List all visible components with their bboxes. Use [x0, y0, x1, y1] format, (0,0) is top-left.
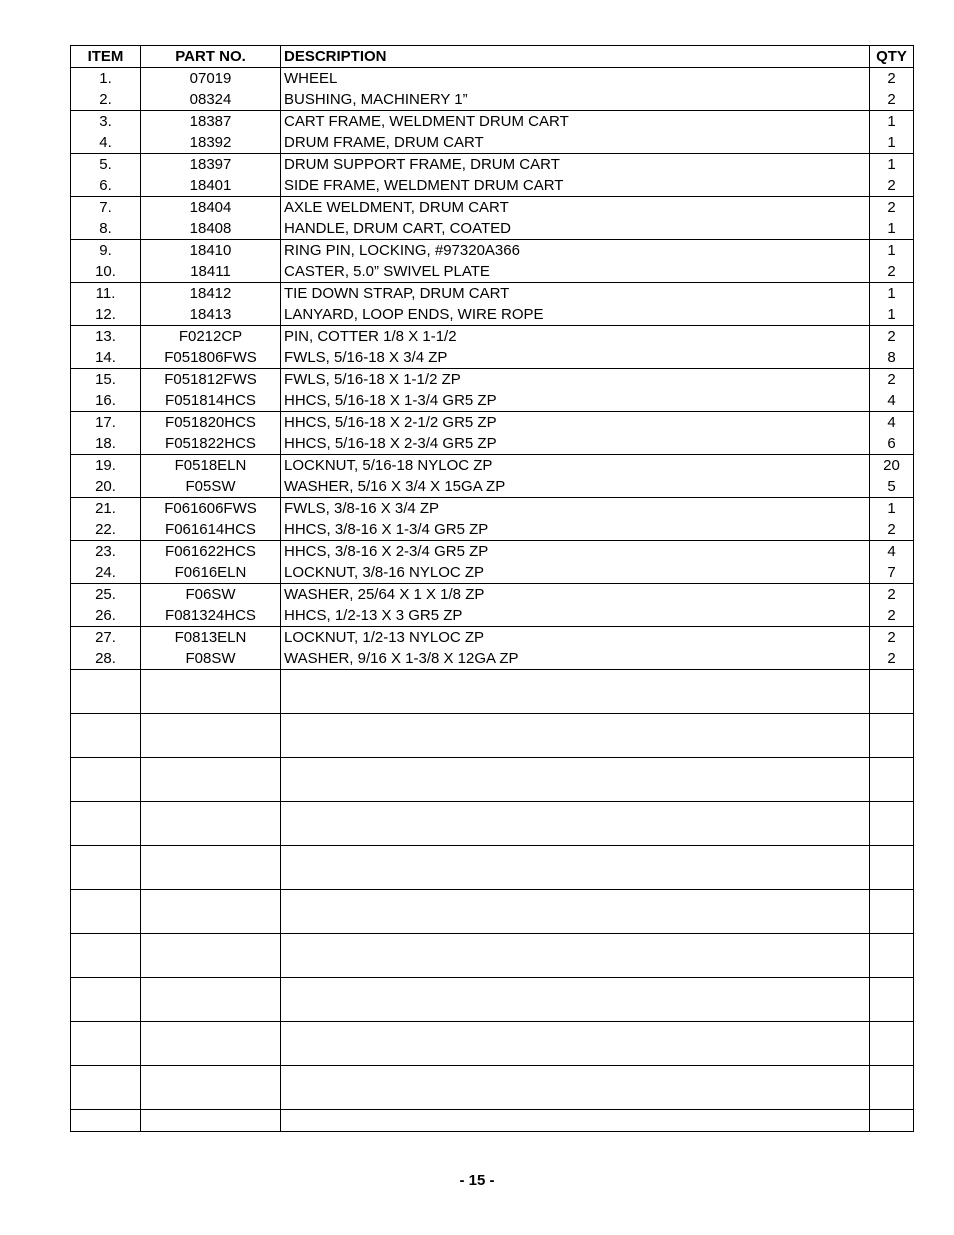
table-row	[71, 605, 914, 627]
empty-cell	[281, 978, 870, 1022]
cell-qty: 2	[870, 175, 914, 197]
cell-item: 19.	[71, 455, 141, 477]
cell-item: 5.	[71, 154, 141, 176]
cell-part-no: 18387	[141, 111, 281, 133]
empty-cell	[141, 714, 281, 758]
empty-cell	[281, 1066, 870, 1110]
cell-description: HHCS, 3/8-16 X 2-3/4 GR5 ZP	[281, 541, 870, 563]
empty-cell	[870, 1022, 914, 1066]
cell-part-no: F051814HCS	[141, 390, 281, 412]
cell-description: HANDLE, DRUM CART, COATED	[281, 218, 870, 240]
table-row	[71, 562, 914, 584]
cell-description: DRUM SUPPORT FRAME, DRUM CART	[281, 154, 870, 176]
cell-qty: 1	[870, 304, 914, 326]
cell-item: 1.	[71, 68, 141, 90]
cell-item: 7.	[71, 197, 141, 219]
cell-qty: 7	[870, 562, 914, 584]
cell-part-no: F051822HCS	[141, 433, 281, 455]
table-row	[71, 175, 914, 197]
empty-cell	[281, 890, 870, 934]
empty-cell	[71, 714, 141, 758]
table-row	[71, 498, 914, 520]
empty-cell	[71, 802, 141, 846]
table-row	[71, 476, 914, 498]
cell-qty: 2	[870, 648, 914, 670]
empty-row	[71, 890, 914, 934]
table-row	[71, 412, 914, 434]
cell-item: 22.	[71, 519, 141, 541]
cell-item: 12.	[71, 304, 141, 326]
cell-item: 21.	[71, 498, 141, 520]
cell-item: 15.	[71, 369, 141, 391]
cell-qty: 2	[870, 584, 914, 606]
table-row	[71, 68, 914, 90]
table-row	[71, 89, 914, 111]
cell-qty: 4	[870, 390, 914, 412]
cell-qty: 2	[870, 197, 914, 219]
cell-item: 3.	[71, 111, 141, 133]
empty-cell	[870, 890, 914, 934]
table-row	[71, 541, 914, 563]
cell-part-no: 08324	[141, 89, 281, 111]
header-description: DESCRIPTION	[281, 46, 870, 68]
cell-item: 2.	[71, 89, 141, 111]
table-header-row	[71, 46, 914, 68]
cell-part-no: F061606FWS	[141, 498, 281, 520]
cell-description: RING PIN, LOCKING, #97320A366	[281, 240, 870, 262]
cell-description: WASHER, 9/16 X 1-3/8 X 12GA ZP	[281, 648, 870, 670]
cell-qty: 1	[870, 154, 914, 176]
empty-cell	[141, 846, 281, 890]
cell-item: 16.	[71, 390, 141, 412]
empty-cell	[870, 934, 914, 978]
table-row	[71, 455, 914, 477]
table-row	[71, 519, 914, 541]
cell-description: WASHER, 25/64 X 1 X 1/8 ZP	[281, 584, 870, 606]
cell-item: 9.	[71, 240, 141, 262]
cell-qty: 2	[870, 89, 914, 111]
cell-item: 13.	[71, 326, 141, 348]
cell-part-no: 18412	[141, 283, 281, 305]
cell-description: WASHER, 5/16 X 3/4 X 15GA ZP	[281, 476, 870, 498]
cell-description: HHCS, 5/16-18 X 1-3/4 GR5 ZP	[281, 390, 870, 412]
cell-part-no: 18401	[141, 175, 281, 197]
table-row	[71, 369, 914, 391]
empty-cell	[141, 670, 281, 714]
empty-cell	[141, 758, 281, 802]
empty-cell	[71, 1022, 141, 1066]
table-row	[71, 326, 914, 348]
parts-table-body	[71, 68, 914, 1132]
table-row	[71, 648, 914, 670]
empty-row	[71, 1022, 914, 1066]
cell-description: SIDE FRAME, WELDMENT DRUM CART	[281, 175, 870, 197]
table-row	[71, 347, 914, 369]
empty-cell	[71, 670, 141, 714]
cell-item: 11.	[71, 283, 141, 305]
table-row	[71, 304, 914, 326]
cell-qty: 1	[870, 111, 914, 133]
cell-part-no: F051806FWS	[141, 347, 281, 369]
empty-row	[71, 1110, 914, 1132]
cell-part-no: 18408	[141, 218, 281, 240]
empty-cell	[281, 758, 870, 802]
cell-qty: 8	[870, 347, 914, 369]
table-row	[71, 154, 914, 176]
cell-description: FWLS, 3/8-16 X 3/4 ZP	[281, 498, 870, 520]
cell-qty: 2	[870, 519, 914, 541]
empty-row	[71, 758, 914, 802]
cell-description: CART FRAME, WELDMENT DRUM CART	[281, 111, 870, 133]
cell-part-no: 07019	[141, 68, 281, 90]
empty-cell	[141, 934, 281, 978]
cell-item: 17.	[71, 412, 141, 434]
empty-cell	[71, 934, 141, 978]
cell-part-no: 18392	[141, 132, 281, 154]
empty-cell	[141, 978, 281, 1022]
empty-cell	[141, 1110, 281, 1132]
empty-cell	[71, 1066, 141, 1110]
empty-row	[71, 934, 914, 978]
cell-description: WHEEL	[281, 68, 870, 90]
cell-part-no: 18413	[141, 304, 281, 326]
empty-cell	[870, 1110, 914, 1132]
cell-item: 8.	[71, 218, 141, 240]
table-row	[71, 240, 914, 262]
cell-part-no: 18404	[141, 197, 281, 219]
empty-cell	[281, 846, 870, 890]
cell-part-no: F06SW	[141, 584, 281, 606]
page-number: - 15 -	[459, 1172, 495, 1189]
cell-item: 24.	[71, 562, 141, 584]
empty-cell	[141, 1022, 281, 1066]
table-row	[71, 627, 914, 649]
header-item: ITEM	[71, 46, 141, 68]
parts-list-table	[70, 45, 914, 1132]
cell-part-no: 18397	[141, 154, 281, 176]
cell-description: BUSHING, MACHINERY 1”	[281, 89, 870, 111]
empty-cell	[281, 802, 870, 846]
cell-description: DRUM FRAME, DRUM CART	[281, 132, 870, 154]
cell-description: HHCS, 5/16-18 X 2-1/2 GR5 ZP	[281, 412, 870, 434]
cell-qty: 2	[870, 68, 914, 90]
empty-cell	[870, 978, 914, 1022]
cell-item: 25.	[71, 584, 141, 606]
empty-cell	[281, 714, 870, 758]
cell-qty: 1	[870, 240, 914, 262]
empty-cell	[141, 802, 281, 846]
cell-item: 23.	[71, 541, 141, 563]
cell-description: HHCS, 3/8-16 X 1-3/4 GR5 ZP	[281, 519, 870, 541]
header-part-no: PART NO.	[141, 46, 281, 68]
empty-cell	[71, 890, 141, 934]
cell-qty: 2	[870, 605, 914, 627]
cell-item: 14.	[71, 347, 141, 369]
cell-part-no: F05SW	[141, 476, 281, 498]
cell-item: 6.	[71, 175, 141, 197]
cell-qty: 20	[870, 455, 914, 477]
cell-part-no: F08SW	[141, 648, 281, 670]
cell-description: LOCKNUT, 5/16-18 NYLOC ZP	[281, 455, 870, 477]
empty-cell	[71, 978, 141, 1022]
cell-part-no: 18411	[141, 261, 281, 283]
cell-description: FWLS, 5/16-18 X 1-1/2 ZP	[281, 369, 870, 391]
empty-row	[71, 1066, 914, 1110]
table-row	[71, 390, 914, 412]
cell-description: FWLS, 5/16-18 X 3/4 ZP	[281, 347, 870, 369]
empty-cell	[141, 890, 281, 934]
empty-cell	[281, 934, 870, 978]
cell-qty: 2	[870, 326, 914, 348]
cell-description: AXLE WELDMENT, DRUM CART	[281, 197, 870, 219]
cell-description: HHCS, 5/16-18 X 2-3/4 GR5 ZP	[281, 433, 870, 455]
table-row	[71, 132, 914, 154]
cell-description: PIN, COTTER 1/8 X 1-1/2	[281, 326, 870, 348]
table-row	[71, 433, 914, 455]
empty-cell	[870, 802, 914, 846]
table-row	[71, 111, 914, 133]
table-row	[71, 218, 914, 240]
empty-cell	[870, 1066, 914, 1110]
cell-item: 26.	[71, 605, 141, 627]
cell-description: LOCKNUT, 1/2-13 NYLOC ZP	[281, 627, 870, 649]
empty-cell	[71, 1110, 141, 1132]
cell-part-no: 18410	[141, 240, 281, 262]
cell-part-no: F0813ELN	[141, 627, 281, 649]
cell-qty: 1	[870, 283, 914, 305]
empty-cell	[870, 714, 914, 758]
table-row	[71, 584, 914, 606]
cell-part-no: F081324HCS	[141, 605, 281, 627]
cell-qty: 1	[870, 218, 914, 240]
cell-qty: 6	[870, 433, 914, 455]
cell-qty: 4	[870, 541, 914, 563]
empty-cell	[281, 1110, 870, 1132]
table-row	[71, 261, 914, 283]
cell-description: TIE DOWN STRAP, DRUM CART	[281, 283, 870, 305]
empty-row	[71, 978, 914, 1022]
cell-description: CASTER, 5.0” SWIVEL PLATE	[281, 261, 870, 283]
cell-part-no: F051820HCS	[141, 412, 281, 434]
cell-description: LANYARD, LOOP ENDS, WIRE ROPE	[281, 304, 870, 326]
header-qty: QTY	[870, 46, 914, 68]
empty-cell	[870, 758, 914, 802]
cell-description: HHCS, 1/2-13 X 3 GR5 ZP	[281, 605, 870, 627]
cell-qty: 1	[870, 498, 914, 520]
empty-cell	[870, 670, 914, 714]
cell-item: 27.	[71, 627, 141, 649]
cell-item: 28.	[71, 648, 141, 670]
empty-cell	[71, 846, 141, 890]
empty-cell	[71, 758, 141, 802]
cell-part-no: F0518ELN	[141, 455, 281, 477]
cell-item: 4.	[71, 132, 141, 154]
empty-row	[71, 714, 914, 758]
cell-qty: 2	[870, 369, 914, 391]
cell-qty: 4	[870, 412, 914, 434]
cell-qty: 1	[870, 132, 914, 154]
empty-cell	[281, 670, 870, 714]
cell-part-no: F0616ELN	[141, 562, 281, 584]
table-row	[71, 283, 914, 305]
cell-item: 10.	[71, 261, 141, 283]
cell-part-no: F061614HCS	[141, 519, 281, 541]
empty-row	[71, 802, 914, 846]
cell-qty: 2	[870, 627, 914, 649]
cell-description: LOCKNUT, 3/8-16 NYLOC ZP	[281, 562, 870, 584]
cell-part-no: F0212CP	[141, 326, 281, 348]
empty-row	[71, 670, 914, 714]
cell-part-no: F061622HCS	[141, 541, 281, 563]
cell-part-no: F051812FWS	[141, 369, 281, 391]
cell-item: 20.	[71, 476, 141, 498]
cell-qty: 5	[870, 476, 914, 498]
empty-cell	[870, 846, 914, 890]
empty-row	[71, 846, 914, 890]
empty-cell	[141, 1066, 281, 1110]
cell-item: 18.	[71, 433, 141, 455]
table-row	[71, 197, 914, 219]
cell-qty: 2	[870, 261, 914, 283]
empty-cell	[281, 1022, 870, 1066]
